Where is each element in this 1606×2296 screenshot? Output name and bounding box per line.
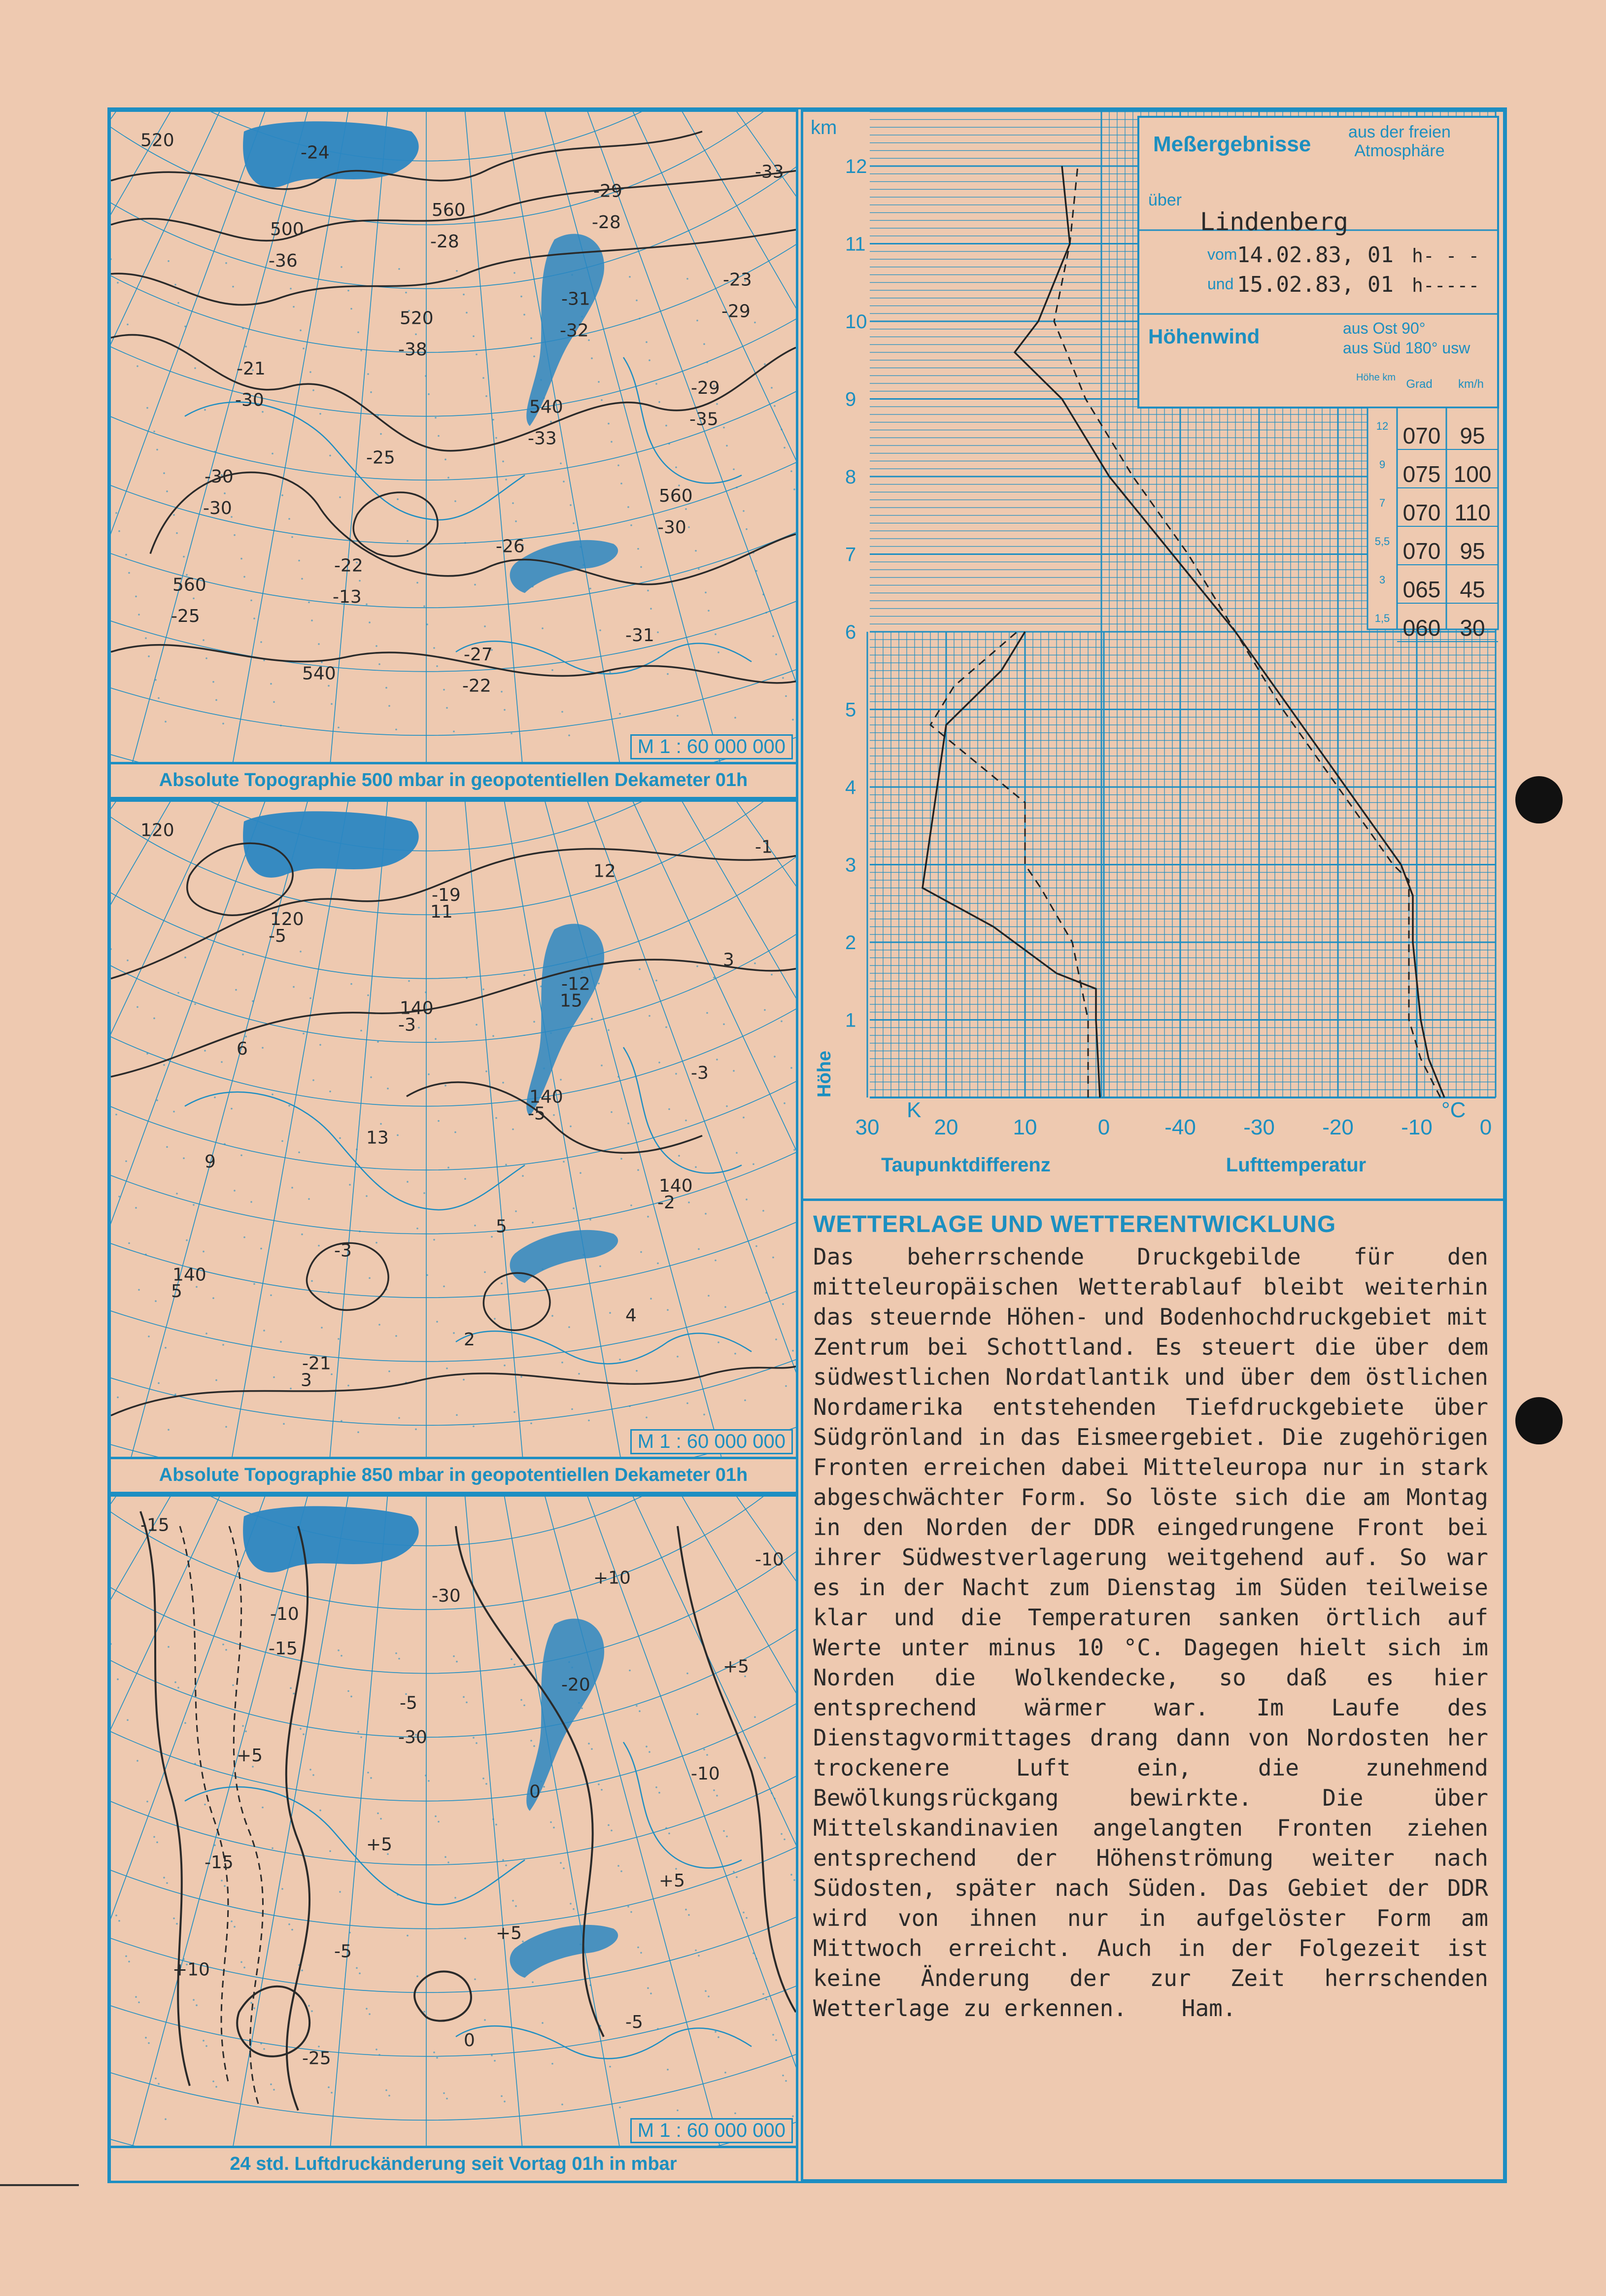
y-tick-label: 12 — [845, 156, 867, 177]
isoline-dashed — [180, 1526, 229, 2086]
contour-label: -10 — [270, 1604, 299, 1625]
wind-row-speed: 110 — [1454, 500, 1491, 525]
contour-label: -5 — [334, 1941, 352, 1962]
landmass — [243, 811, 419, 878]
map-850mbar — [108, 799, 798, 1494]
contour-label: -30 — [205, 467, 234, 487]
isoline-dashed — [229, 1526, 263, 2106]
contour-label: 5 — [171, 1281, 182, 1302]
map-caption: Absolute Topographie 850 mbar in geopotentiellen Dekameter 01h — [111, 1457, 796, 1492]
contour-label: -21 — [302, 1353, 331, 1374]
contour-label: 3 — [723, 950, 734, 970]
map-scale: M 1 : 60 000 000 — [630, 1429, 793, 1454]
map-500mbar — [108, 109, 798, 799]
contour-label: 140 — [529, 1087, 563, 1107]
contour-label: 120 — [270, 909, 304, 930]
contour-label: 520 — [399, 308, 434, 329]
contour-label: -26 — [496, 536, 525, 557]
landmass — [510, 1230, 618, 1283]
wind-row-speed: 100 — [1453, 461, 1492, 487]
coastline — [185, 402, 525, 520]
landmass — [243, 1506, 419, 1573]
from-date: 14.02.83, 01 — [1237, 242, 1394, 268]
contour-label: +5 — [722, 1656, 750, 1677]
contour-label: -22 — [462, 676, 491, 696]
contour-label: -20 — [561, 1675, 590, 1695]
wind-col-speed: km/h — [1458, 377, 1484, 391]
contour-label: 15 — [560, 991, 582, 1011]
wind-col-degree: Grad — [1406, 377, 1433, 391]
wind-col-height: Höhe km — [1356, 372, 1396, 383]
contour-label: -15 — [140, 1515, 170, 1536]
sounding-subtitle-2: Atmosphäre — [1354, 141, 1445, 160]
y-axis-title: Höhe — [814, 1051, 835, 1097]
contour-label: -29 — [721, 301, 751, 322]
contour-label: -5 — [269, 925, 286, 946]
contour-label: +10 — [593, 1568, 631, 1588]
landmass — [510, 1925, 618, 1978]
contour-label: -5 — [528, 1103, 546, 1124]
sounding-title: Meßergebnisse — [1153, 132, 1311, 156]
y-tick-label: 6 — [845, 621, 856, 643]
sounding-chart — [801, 109, 1505, 1201]
contour-label: -38 — [398, 340, 427, 360]
wind-desc-2: aus Süd 180° usw — [1343, 339, 1470, 357]
and-date: 15.02.83, 01 — [1237, 272, 1394, 297]
contour-label: 4 — [625, 1305, 637, 1326]
contour-label: -15 — [269, 1638, 298, 1659]
contour-label: 0 — [529, 1782, 541, 1802]
contour-label: 5 — [496, 1216, 507, 1237]
contour-label: 500 — [270, 219, 304, 240]
y-tick-label: 3 — [845, 854, 856, 876]
contour-label: -28 — [592, 212, 621, 233]
dew-unit: K — [907, 1098, 922, 1122]
isoline — [353, 492, 438, 556]
contour-label: -13 — [333, 587, 362, 608]
map-500mbar-drawing — [111, 112, 796, 762]
contour-label: -30 — [203, 498, 232, 518]
dew-tick-label: 20 — [934, 1115, 958, 1139]
temp-tick-label: -20 — [1322, 1115, 1354, 1139]
contour-label: -25 — [366, 447, 395, 468]
station-name: Lindenberg — [1200, 207, 1349, 236]
contour-label: -27 — [463, 644, 493, 665]
map-scale: M 1 : 60 000 000 — [630, 734, 793, 759]
contour-label: -10 — [690, 1763, 720, 1784]
isoline — [414, 1971, 471, 2021]
contour-label: -36 — [269, 250, 298, 271]
punch-hole — [1515, 1397, 1563, 1444]
temp-unit: °C — [1441, 1098, 1466, 1122]
contour-label: -30 — [398, 1727, 427, 1748]
contour-label: +5 — [495, 1923, 522, 1944]
y-tick-label: 11 — [845, 233, 866, 255]
coastline — [185, 1787, 525, 1905]
weather-signature: Ham. — [1181, 1995, 1236, 2022]
wind-desc-1: aus Ost 90° — [1343, 319, 1426, 337]
contour-label: -3 — [398, 1015, 416, 1035]
y-tick-label: 9 — [845, 388, 856, 411]
contour-label: 0 — [464, 2030, 475, 2051]
temp-xlabel: Lufttemperatur — [1226, 1154, 1367, 1176]
contour-label: 9 — [205, 1152, 216, 1172]
coastline — [623, 1742, 742, 1868]
from-suffix: h- - - — [1412, 245, 1480, 267]
weather-title: WETTERLAGE UND WETTERENTWICKLUNG — [813, 1211, 1336, 1237]
wind-row-speed: 30 — [1460, 615, 1485, 641]
wind-row-degree: 065 — [1402, 577, 1441, 602]
contour-label: -31 — [561, 289, 590, 309]
isoline — [140, 1511, 190, 2086]
contour-label: -22 — [334, 555, 363, 576]
temp-tick-label: 0 — [1479, 1115, 1492, 1139]
contour-label: -30 — [431, 1586, 461, 1607]
contour-label: 520 — [140, 130, 174, 151]
isoline — [111, 645, 796, 683]
map-scale: M 1 : 60 000 000 — [630, 2118, 793, 2143]
and-label: und — [1207, 275, 1234, 293]
wind-row-height: 3 — [1379, 574, 1386, 586]
wind-row-degree: 070 — [1402, 538, 1441, 564]
dew-xlabel: Taupunktdifferenz — [881, 1154, 1051, 1176]
contour-label: -30 — [657, 517, 686, 538]
wind-row-degree: 060 — [1402, 615, 1441, 641]
wind-row-height: 7 — [1379, 497, 1386, 509]
wind-row-degree: 070 — [1402, 423, 1441, 448]
contour-label: 140 — [400, 998, 434, 1019]
dew-tick-label: 10 — [1013, 1115, 1037, 1139]
coastline — [185, 1092, 525, 1210]
wind-row-height: 9 — [1379, 458, 1386, 471]
contour-label: +5 — [366, 1834, 393, 1855]
contour-label: -32 — [560, 320, 589, 341]
contour-label: -2 — [657, 1192, 675, 1213]
wind-row-speed: 45 — [1460, 577, 1485, 602]
contour-label: -23 — [722, 270, 752, 290]
y-tick-label: 8 — [845, 466, 856, 488]
contour-label: 2 — [464, 1329, 475, 1350]
contour-label: -29 — [593, 181, 622, 202]
dew-tick-label: 30 — [855, 1115, 880, 1139]
y-unit: km — [811, 117, 837, 138]
y-tick-label: 1 — [845, 1009, 856, 1031]
contour-label: -5 — [625, 2012, 643, 2032]
contour-label: 560 — [172, 575, 206, 595]
isoline — [111, 960, 796, 1077]
and-suffix: h----- — [1412, 274, 1480, 296]
wind-row-height: 1,5 — [1374, 612, 1390, 624]
contour-label: 120 — [140, 820, 174, 841]
contour-label: -24 — [301, 142, 330, 163]
wind-row-speed: 95 — [1460, 423, 1485, 448]
contour-label: 3 — [301, 1370, 312, 1391]
contour-label: -21 — [237, 359, 266, 379]
dew-tick-label: 0 — [1097, 1115, 1110, 1139]
contour-label: 12 — [593, 861, 616, 882]
wind-row-degree: 070 — [1402, 500, 1441, 525]
contour-label: +5 — [237, 1746, 263, 1766]
coastline — [623, 1047, 742, 1173]
contour-label: 540 — [529, 397, 563, 417]
map-pressure-change-drawing — [111, 1497, 796, 2146]
y-tick-label: 4 — [845, 777, 856, 798]
map-caption: 24 std. Luftdruckänderung seit Vortag 01h in mbar — [111, 2146, 796, 2181]
contour-label: 140 — [172, 1265, 206, 1285]
y-tick-label: 2 — [845, 932, 856, 954]
weather-body — [813, 1242, 1488, 2023]
weather-text: Das beherrschende Druckgebilde für den mitteleuropäischen Wetterablauf bleibt weiterhin das steuernde Höhen- und Bodenhochdruckgebiet mit Zentrum bei Schottland. Es steuert die über dem südwestlichen Nordatlantik und über dem östlichen Nordamerika entstehenden Tiefdruckgebiete über Südgrönland in das Eismeergebiet. Die zugehörigen Fronten erreichen dabei Mitteleuropa nur in stark abgeschwächter Form. So löste sich die am Montag in den Norden der DDR eingedrungene Front bei ihrer Südwestverlagerung weitgehend auf. So war es in der Nacht zum Dienstag im Süden teilweise klar und die Temperaturen sanken örtlich auf Werte unter minus 10 °C. Dagegen hielt sich im Norden die Wolkendecke, so daß es hier entsprechend wärmer war. Im Laufe des Dienstagvormittages drang dann von Nordosten her trockenere Luft ein, die zunehmend Bewölkungsrückgang bewirkte. Die über Mittelskandinavien angelangten Fronten ziehen entsprechend der Höhenströmung weiter nach Südosten, später nach Süden. Das Gebiet der DDR wird von ihnen nur in aufgelöster Form am Mittwoch erreicht. Auch in der Folgezeit ist keine Änderung der zur Zeit herrschenden Wetterlage zu erkennen. — [813, 1243, 1488, 2022]
contour-label: -12 — [561, 974, 590, 994]
y-tick-label: 5 — [845, 699, 856, 721]
contour-label: -15 — [205, 1852, 234, 1873]
contour-label: -3 — [691, 1062, 709, 1083]
wind-row-height: 5,5 — [1374, 535, 1390, 548]
isoline — [237, 1987, 309, 2056]
contour-label: 540 — [302, 663, 336, 684]
contour-label: 560 — [432, 200, 466, 221]
isoline — [111, 1367, 796, 1416]
margin-mark — [0, 2184, 79, 2186]
contour-label: -25 — [171, 606, 200, 627]
isoline — [483, 1273, 550, 1330]
punch-hole — [1515, 776, 1563, 823]
contour-label: -3 — [334, 1240, 352, 1261]
map-pressure-change — [108, 1494, 798, 2183]
contour-label: 140 — [659, 1176, 693, 1197]
weather-section — [801, 1201, 1505, 2182]
contour-label: -30 — [235, 390, 264, 411]
sounding-subtitle-1: aus der freien — [1348, 123, 1451, 141]
contour-label: -29 — [691, 377, 720, 398]
temp-tick-label: -40 — [1164, 1115, 1196, 1139]
wind-row-speed: 95 — [1460, 538, 1485, 564]
y-tick-label: 7 — [845, 544, 856, 566]
contour-label: -19 — [432, 885, 461, 906]
wind-title: Höhenwind — [1148, 325, 1260, 348]
landmass — [243, 121, 419, 188]
coastline — [623, 357, 742, 483]
contour-label: -33 — [528, 428, 557, 449]
contour-label: 13 — [366, 1128, 389, 1148]
contour-label: -5 — [400, 1693, 417, 1713]
contour-label: -33 — [754, 162, 784, 182]
contour-label: -28 — [430, 232, 459, 252]
over-label: über — [1148, 191, 1182, 209]
contour-label: 11 — [430, 902, 453, 923]
contour-label: -35 — [689, 409, 718, 430]
landmass — [510, 540, 618, 593]
from-label: vom — [1207, 245, 1237, 263]
temp-tick-label: -10 — [1401, 1115, 1433, 1139]
map-caption: Absolute Topographie 500 mbar in geopotentiellen Dekameter 01h — [111, 762, 796, 797]
wind-row-height: 12 — [1376, 420, 1389, 432]
contour-label: -25 — [302, 2048, 331, 2069]
contour-label: -10 — [755, 1549, 784, 1570]
contour-label: -1 — [755, 837, 773, 857]
map-850mbar-drawing — [111, 802, 796, 1457]
contour-label: -31 — [625, 625, 654, 646]
temp-tick-label: -30 — [1243, 1115, 1275, 1139]
contour-label: +10 — [172, 1959, 210, 1980]
contour-label: +5 — [659, 1871, 685, 1891]
wind-row-degree: 075 — [1402, 461, 1441, 487]
contour-label: 6 — [237, 1039, 248, 1060]
contour-label: 560 — [659, 486, 693, 506]
y-tick-label: 10 — [845, 311, 867, 333]
